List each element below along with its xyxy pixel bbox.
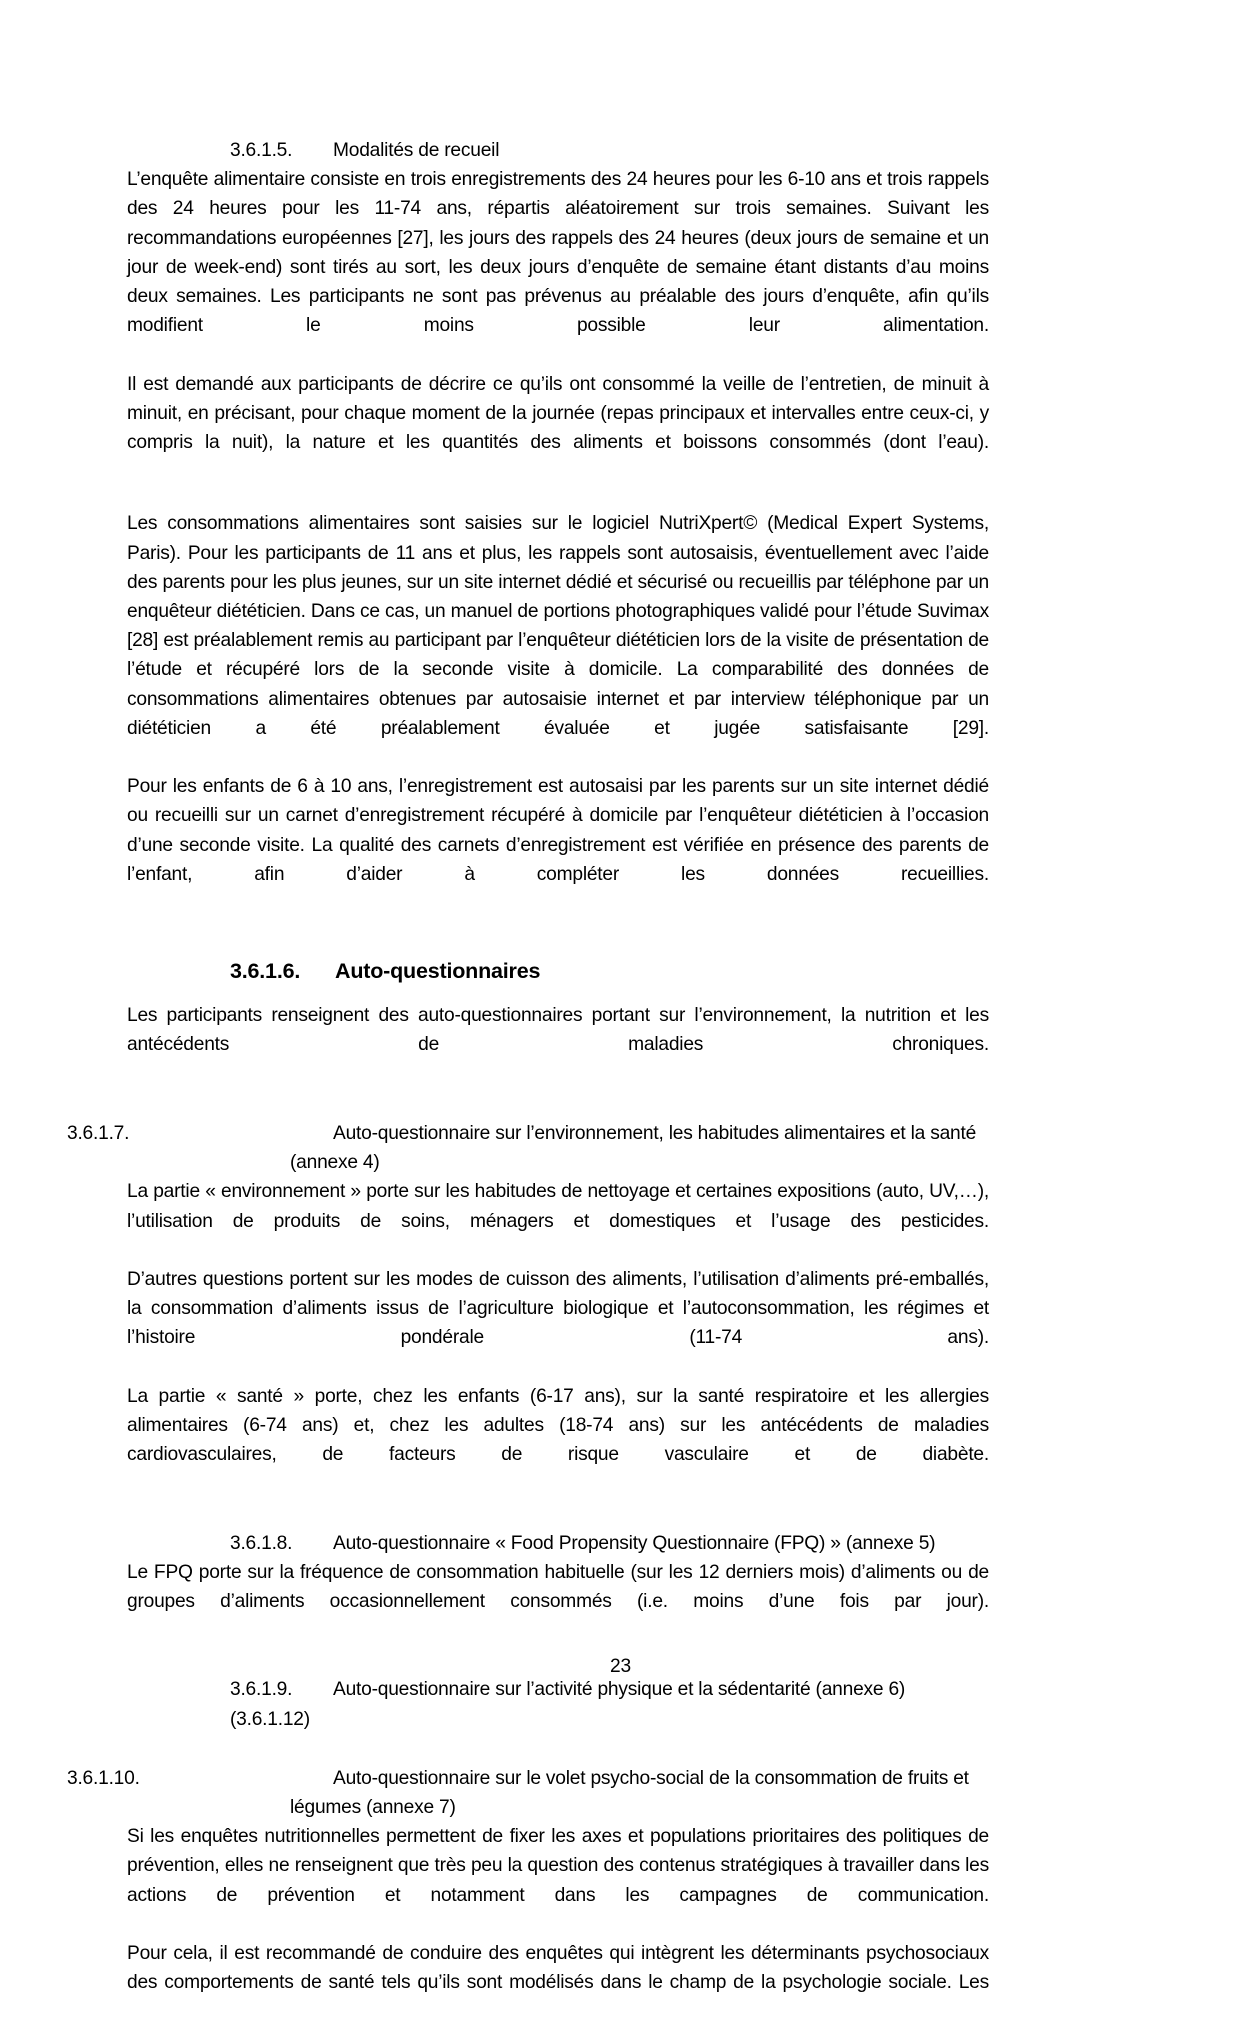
paragraph-10: Si les enquêtes nutritionnelles permettent de fixer les axes et populations prioritaires des politiques de prévention, elles ne renseignent que très peu la question des contenus stratégiques à travailler dans les actions de prévention et notamment dans les campagnes de communication.	[127, 1826, 989, 1906]
section-heading-3-6-1-9	[127, 1675, 989, 1733]
heading-spacer	[127, 987, 989, 1001]
section-title-continuation: (annexe 4)	[290, 1152, 380, 1174]
paragraph-3: Les consommations alimentaires sont saisies sur le logiciel NutriXpert© (Medical Expert Systems, Paris). Pour les participants de 11 ans et plus, les rappels sont autosaisis, éventuellement avec l’aide des parents pour les plus jeunes, sur un site internet dédié et sécurisé ou recueillis par téléphone par un enquêteur diététicien. Dans ce cas, un manuel de portions photographiques validé pour l’étude Suvimax [28] est préalablement remis au participant par l’enquêteur diététicien lors de la visite de présentation de l’étude et récupéré lors de la seconde visite à domicile. La comparabilité des données de consommations alimentaires obtenues par autosaisie internet et par interview téléphonique par un diététicien a été préalablement évaluée et jugée satisfaisante [29].	[127, 513, 989, 739]
paragraph-5: Les participants renseignent des auto-questionnaires portant sur l’environnement, la nutrition et les antécédents de maladies chroniques.	[127, 1005, 989, 1056]
section-number: 3.6.1.6.	[230, 959, 301, 984]
paragraph-2: Il est demandé aux participants de décrire ce qu’ils ont consommé la veille de l’entretien, de minuit à minuit, en précisant, pour chaque moment de la journée (repas principaux et intervalles entre ceux-ci, y compris la nuit), la nature et les quantités des aliments et boissons consommés (dont l’eau).	[127, 373, 989, 454]
section-number: 3.6.1.10.	[67, 1767, 140, 1789]
paragraph-9: Le FPQ porte sur la fréquence de consommation habituelle (sur les 12 derniers mois) d’aliments ou de groupes d’aliments occasionnellement consommés (i.e. moins d’une fois par jour).	[127, 1561, 989, 1612]
section-number: 3.6.1.7.	[67, 1122, 130, 1144]
page-content	[67, 136, 989, 2027]
section-spacer	[127, 918, 989, 956]
section-title: Auto-questionnaire sur l’activité physique et la sédentarité (annexe 6) (3.6.1.12)	[230, 1679, 906, 1730]
paragraph-11: Pour cela, il est recommandé de conduire des enquêtes qui intègrent les déterminants psychosociaux des comportements de santé tels qu’ils sont modélisés dans le champ de la psychologie sociale. Les	[127, 1942, 989, 1994]
section-title: Auto-questionnaire « Food Propensity Questionnaire (FPQ) » (annexe 5)	[333, 1532, 936, 1554]
paragraph-1: L’enquête alimentaire consiste en trois enregistrements des 24 heures pour les 6-10 ans et trois rappels des 24 heures pour les 11-74 ans, répartis aléatoirement sur trois semaines. Suivant les recommandations européennes [27], les jours des rappels des 24 heures (deux jours de semaine et un jour de week-end) sont tirés au sort, les deux jours d’enquête de semaine étant distants d’au moins deux semaines. Les participants ne sont pas prévenus au préalable des jours d’enquête, afin qu’ils modifient le moins possible leur alimentation.	[127, 169, 989, 337]
paragraph-6: La partie « environnement » porte sur les habitudes de nettoyage et certaines expositions (auto, UV,…), l’utilisation de produits de soins, ménagers et domestiques et l’usage des pesticides.	[127, 1181, 989, 1232]
section-heading-3-6-1-7	[67, 1119, 989, 1177]
section-heading-3-6-1-5	[127, 136, 989, 165]
section-spacer	[127, 1089, 989, 1119]
paragraph-7: D’autres questions portent sur les modes de cuisson des aliments, l’utilisation d’aliments pré-emballés, la consommation d’aliments issus de l’agriculture biologique et l’autoconsommation, les régimes et l’histoire pondérale (11-74 ans).	[127, 1268, 989, 1349]
section-spacer	[127, 1734, 989, 1764]
page-number: 23	[610, 1656, 631, 1677]
section-heading-3-6-1-6	[127, 956, 989, 987]
section-title-continuation: légumes (annexe 7)	[290, 1796, 456, 1818]
paragraph-spacer	[127, 486, 989, 509]
section-title: Auto-questionnaire sur l’environnement, les habitudes alimentaires et la santé	[333, 1122, 977, 1144]
section-spacer	[127, 1499, 989, 1529]
section-title: Modalités de recueil	[333, 140, 500, 161]
section-title: Auto-questionnaire sur le volet psycho-social de la consommation de fruits et	[333, 1767, 969, 1789]
section-number: 3.6.1.8.	[230, 1532, 293, 1554]
section-number: 3.6.1.5.	[230, 140, 293, 161]
section-number: 3.6.1.9.	[230, 1679, 293, 1701]
section-heading-3-6-1-8	[127, 1529, 989, 1558]
paragraph-8: La partie « santé » porte, chez les enfants (6-17 ans), sur la santé respiratoire et les allergies alimentaires (6-74 ans) et, chez les adultes (18-74 ans) sur les antécédents de maladies cardiovasculaires, de facteurs de risque vasculaire et de diabète.	[127, 1385, 989, 1466]
section-heading-3-6-1-10	[67, 1764, 989, 1822]
section-heading-line	[67, 1119, 989, 1148]
section-heading-line	[67, 1764, 989, 1793]
paragraph-4: Pour les enfants de 6 à 10 ans, l’enregistrement est autosaisi par les parents sur un site internet dédié ou recueilli sur un carnet d’enregistrement récupéré à domicile par l’enquêteur diététicien à l’occasion d’une seconde visite. La qualité des carnets d’enregistrement est vérifiée en présence des parents de l’enfant, afin d’aider à compléter les données recueillies.	[127, 776, 989, 885]
section-title: Auto-questionnaires	[335, 959, 541, 984]
